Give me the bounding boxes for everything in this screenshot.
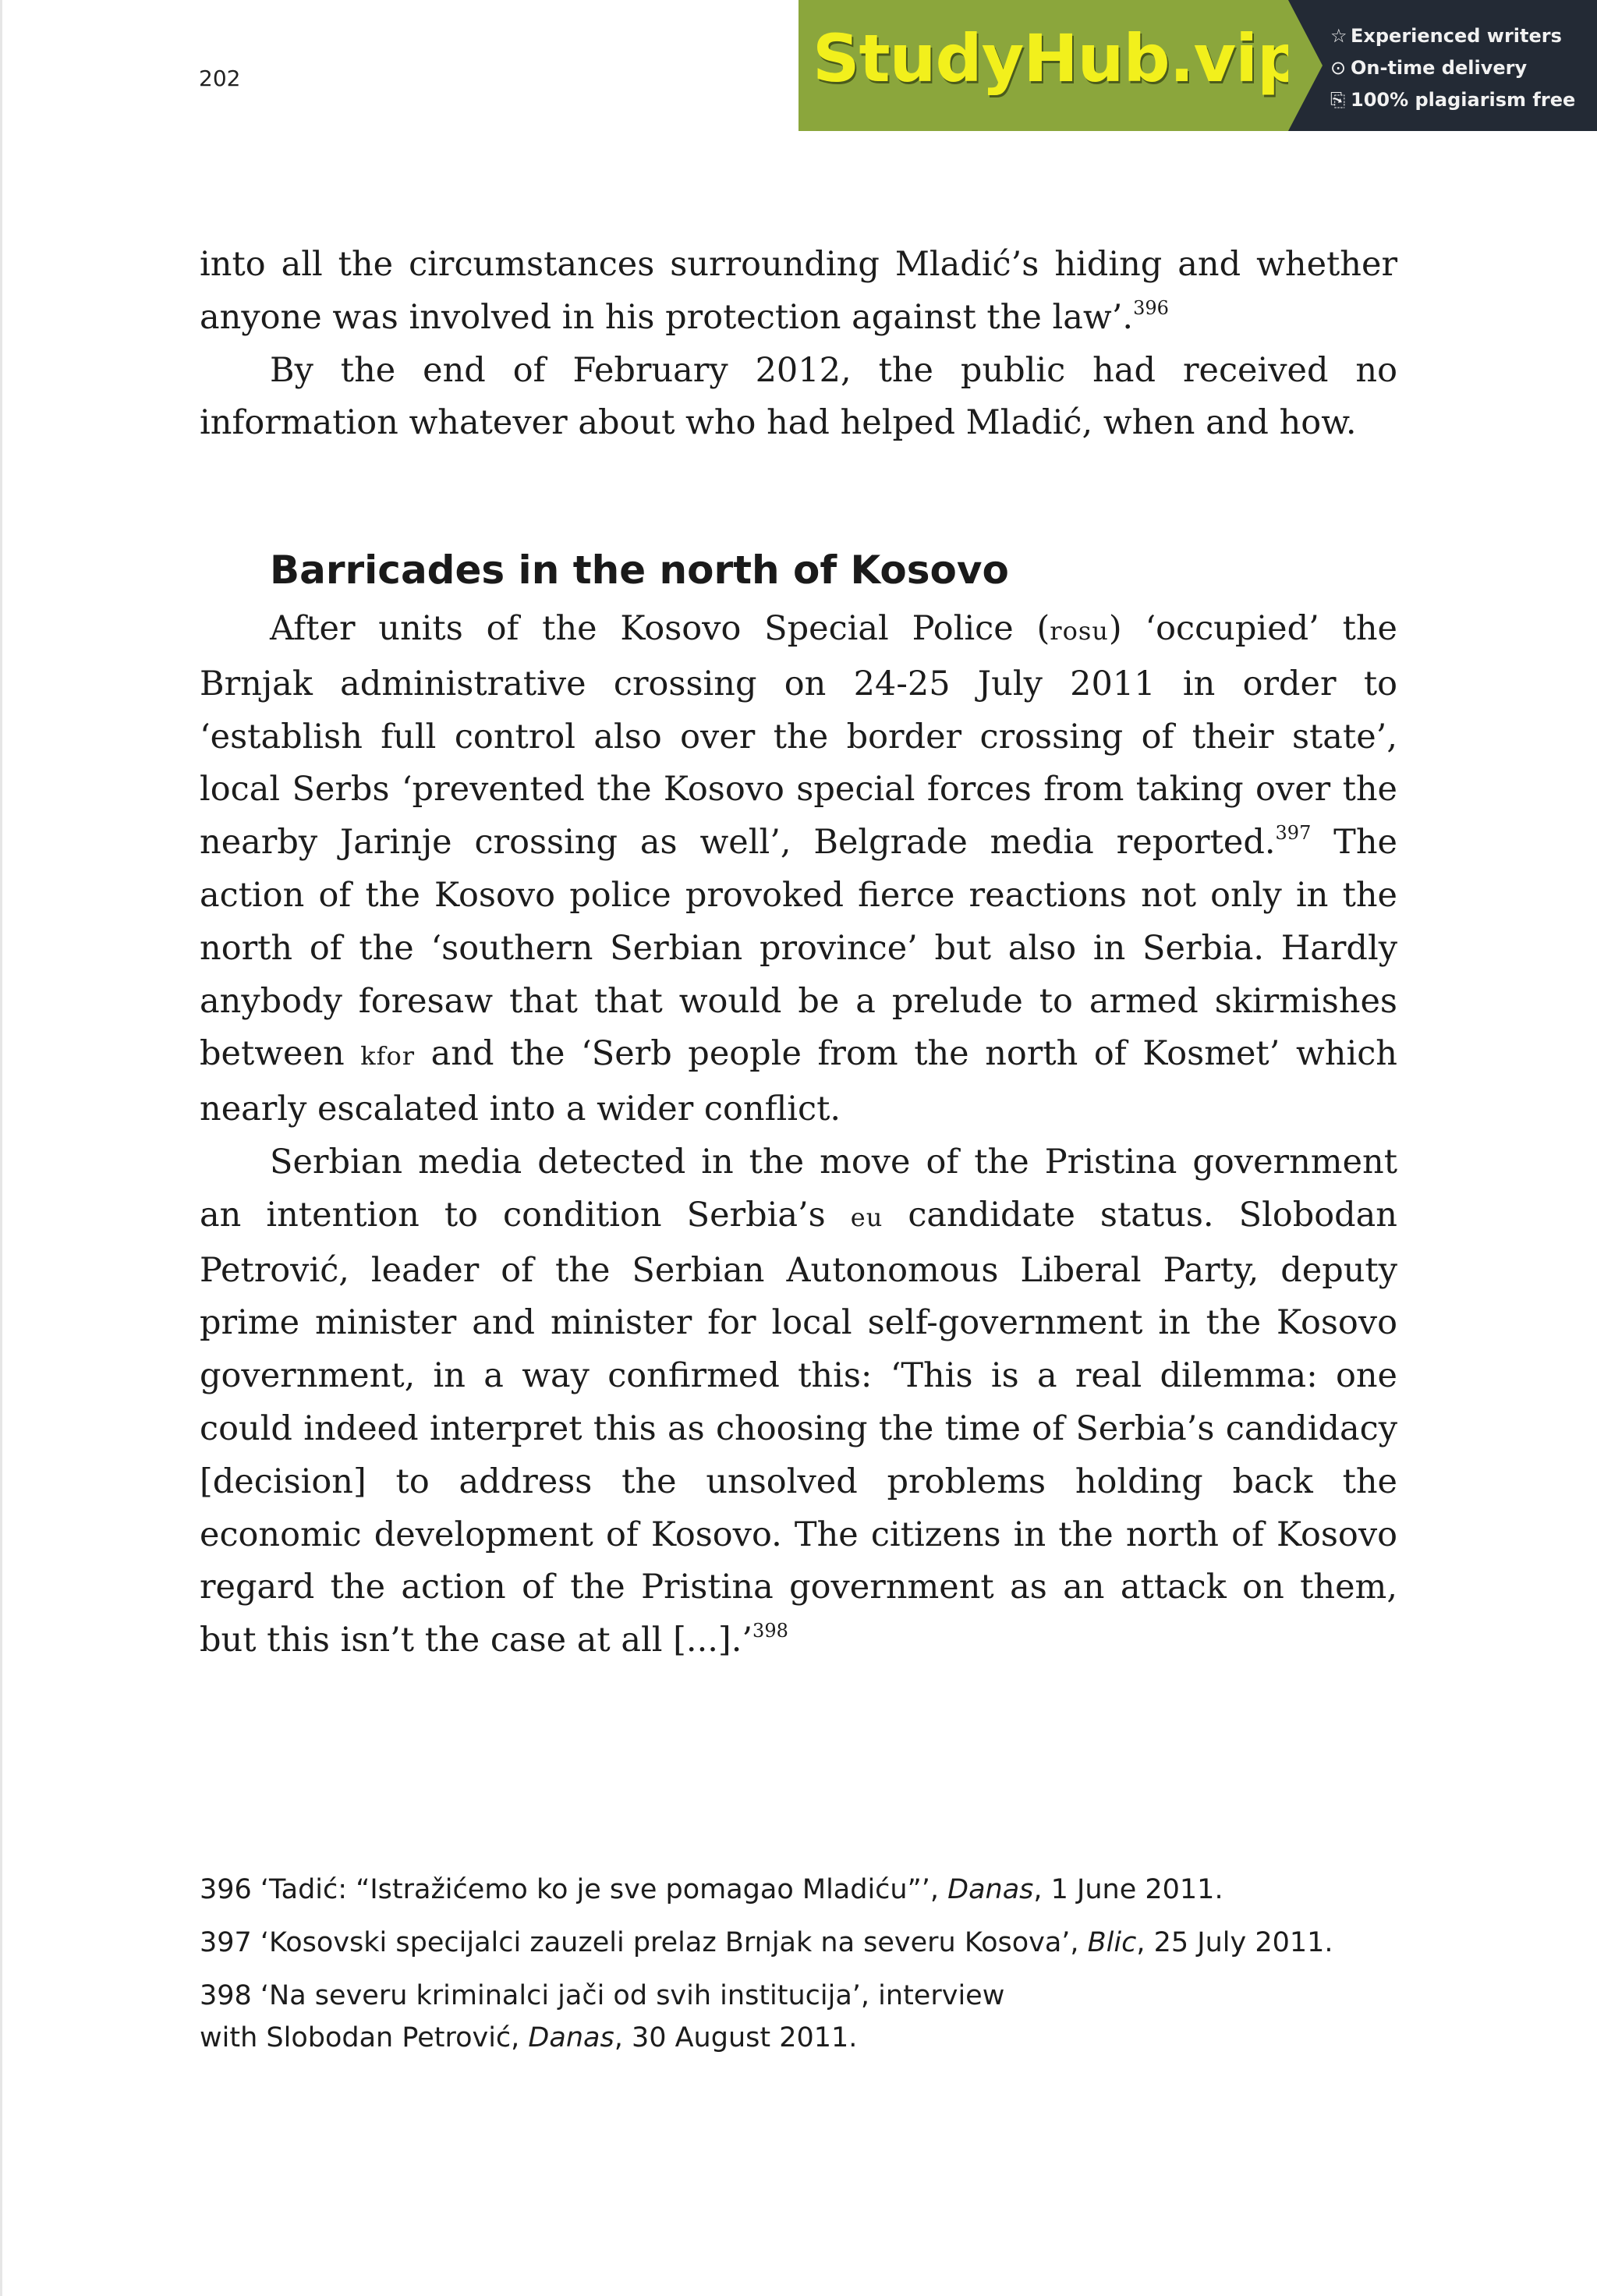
text-run: After units of the Kosovo Special Police ( <box>270 609 1050 648</box>
footnote-397 <box>200 1922 1416 1964</box>
banner-arrow-shape <box>1288 0 1323 131</box>
text-run: Serbian media detected in the move of the Pristina government an intention to condition Serbia’s <box>200 1142 1397 1235</box>
footnote-ref-396[interactable]: 396 <box>1133 296 1169 319</box>
studyhub-banner[interactable] <box>798 0 1597 131</box>
paragraph <box>200 1136 1397 1667</box>
footnote-text: 397 ‘Kosovski specijalci zauzeli prelaz Brnjak na severu Kosova’, <box>200 1927 1088 1958</box>
feature-plagiarism-free <box>1330 84 1575 116</box>
banner-features-list <box>1330 20 1575 116</box>
footnote-text: with Slobodan Petrović, <box>200 2022 529 2053</box>
paragraph: By the end of February 2012, the public had received no information whatever about who had helped Mladić, when and how. <box>200 350 1397 443</box>
feature-experienced-writers <box>1330 20 1575 52</box>
paragraph <box>200 603 1397 1136</box>
footnote-396 <box>200 1869 1416 1911</box>
section-text <box>200 603 1397 1667</box>
footnote-398 <box>200 1975 1416 2059</box>
footnote-ref-398[interactable]: 398 <box>752 1620 788 1642</box>
feature-label: On-time delivery <box>1351 57 1528 79</box>
abbreviation: rosu <box>1050 616 1109 646</box>
clock-icon: ⊙ <box>1330 57 1347 79</box>
feature-on-time-delivery <box>1330 52 1575 84</box>
footnote-text: , 30 August 2011. <box>614 2022 858 2053</box>
footnotes <box>200 1869 1416 2070</box>
page-edge <box>0 0 2 2296</box>
footnote-ref-397[interactable]: 397 <box>1275 822 1312 845</box>
footnote-text: 398 ‘Na severu kriminalci jači od svih institucija’, interview <box>200 1980 1005 2011</box>
abbreviation: eu <box>850 1202 883 1232</box>
copy-icon: ⎘ <box>1330 89 1346 111</box>
footnote-source: Blic <box>1087 1927 1137 1958</box>
footnote-text: , 25 July 2011. <box>1136 1927 1333 1958</box>
footnote-text: , 1 June 2011. <box>1033 1874 1223 1905</box>
intro-text <box>200 239 1397 450</box>
paragraph-text: into all the circumstances surrounding Mladić’s hiding and whether anyone was involved in his protection against the law’. <box>200 245 1397 337</box>
footnote-text: 396 ‘Tadić: “Istražićemo ko je sve pomagao Mladiću”’, <box>200 1874 948 1905</box>
text-run: The action of the Kosovo police provoked fierce reactions not only in the north of the ‘southern Serbian province’ but also in Serbia. Hardly anybody foresaw that that would be a prelude to armed skirmishes between <box>200 823 1397 1074</box>
section-heading: Barricades in the north of Kosovo <box>270 547 1009 593</box>
footnote-source: Danas <box>947 1874 1034 1905</box>
paragraph <box>200 239 1397 345</box>
footnote-source: Danas <box>528 2022 614 2053</box>
text-run: candidate status. Slobodan Petrović, leader of the Serbian Autonomous Liberal Party, deputy prime minister and minister for local self-government in the Kosovo government, in a way confirmed this: ‘This is a real dilemma: one could indeed interpret this as choosing the time of Serbia’s candidacy [decision] to address the unsolved problems holding back the economic development of Kosovo. The citizens in the north of Kosovo regard the action of the Pristina government as an attack on them, but this isn’t the case at all [...].’ <box>200 1195 1397 1660</box>
text-run: and the ‘Serb people from the north of Kosmet’ which nearly escalated into a wider conflict. <box>200 1034 1397 1129</box>
abbreviation: kfor <box>360 1041 416 1072</box>
page-number: 202 <box>199 66 241 91</box>
text-run: ) ‘occupied’ the Brnjak administrative crossing on 24-25 July 2011 in order to ‘establish full control also over the border crossing of their state’, local Serbs ‘prevented the Kosovo special forces from taking over the nearby Jarinje crossing as well’, Belgrade media reported. <box>200 609 1398 863</box>
star-icon: ☆ <box>1330 25 1347 47</box>
feature-label: 100% plagiarism free <box>1351 89 1576 111</box>
feature-label: Experienced writers <box>1351 25 1562 47</box>
studyhub-logo[interactable]: StudyHub.vip <box>813 20 1304 97</box>
